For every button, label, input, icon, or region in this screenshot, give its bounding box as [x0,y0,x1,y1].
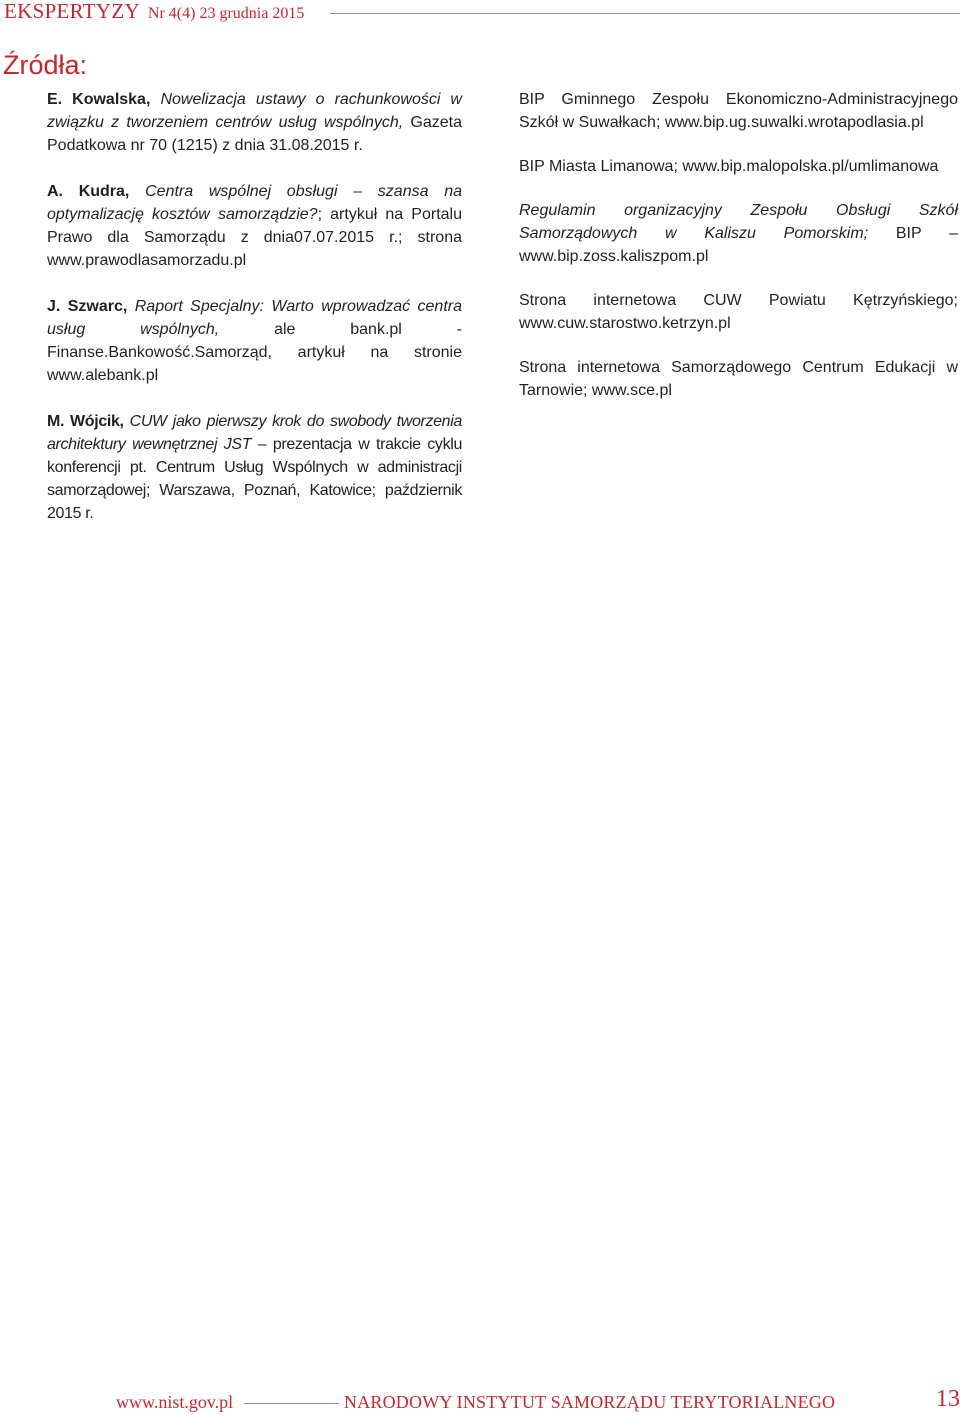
reference-details: – prezentacja w trakcie cyklu konferencji pt. Centrum Usług Wspólnych w administracji samorządowej; Warszawa, Poznań, Katowice; październik 2015 r. [47,436,462,522]
reference-details: BIP – www.bip.zoss.kaliszpom.pl [519,225,959,265]
footer-url: www.nist.gov.pl [116,1392,234,1412]
reference-title: Raport Specjalny: Warto wprowadzać centra usług wspólnych, [47,298,462,338]
reference-details: ; artykuł na Portalu Prawo dla Samorządu z dnia07.07.2015 r.; strona www.prawodlasamorzadu.pl [47,206,463,269]
reference-title: Centra wspólnej obsługi – szansa na optymalizację kosztów samorządzie? [47,183,463,223]
reference-item [498,356,958,402]
reference-author: E. Kowalska, [47,91,151,108]
reference-author: A. Kudra, [47,183,130,200]
reference-details: BIP Miasta Limanowa; www.bip.malopolska.pl/umlimanowa [519,158,939,175]
issue-info: Nr 4(4) 23 grudnia 2015 [147,5,305,22]
reference-title: Regulamin organizacyjny Zespołu Obsługi Szkół Samorządowych w Kaliszu Pomorskim; [519,202,958,242]
footer-institute: NARODOWY INSTYTUT SAMORZĄDU TERYTORIALNEGO [344,1392,836,1412]
header-title [4,0,304,24]
reference-item [26,88,462,157]
reference-title: Nowelizacja ustawy o rachunkowości w związku z tworzeniem centrów usług wspólnych, [47,91,462,131]
reference-item [498,199,958,268]
reference-item [498,289,958,335]
references-left-column [26,88,462,548]
magazine-name: EKSPERTYZY [4,0,140,23]
footer-rule [244,1403,339,1404]
reference-author: M. Wójcik, [47,413,124,430]
section-title: Źródła: [3,50,88,80]
page-header [0,0,960,26]
reference-item [26,295,462,387]
reference-details: BIP Gminnego Zespołu Ekonomiczno-Administracyjnego Szkół w Suwałkach; www.bip.ug.suwalki.wrotapodlasia.pl [519,91,958,131]
reference-details: Strona internetowa Samorządowego Centrum Edukacji w Tarnowie; www.sce.pl [519,359,958,399]
reference-author: J. Szwarc, [47,298,128,315]
page-number: 13 [936,1386,960,1412]
reference-details: Strona internetowa CUW Powiatu Kętrzyńskiego; www.cuw.starostwo.ketrzyn.pl [519,292,958,332]
references-right-column [498,88,958,423]
reference-item [498,155,958,178]
reference-item [26,180,462,272]
reference-item [498,88,958,134]
page-footer [0,1388,960,1415]
header-rule [330,13,960,14]
reference-item [26,410,462,525]
reference-details: ale bank.pl - Finanse.Bankowość.Samorząd, artykuł na stronie www.alebank.pl [47,321,462,384]
reference-details: Gazeta Podatkowa nr 70 (1215) z dnia 31.08.2015 r. [47,114,462,154]
reference-title: CUW jako pierwszy krok do swobody tworzenia architektury wewnętrznej JST [47,413,462,453]
